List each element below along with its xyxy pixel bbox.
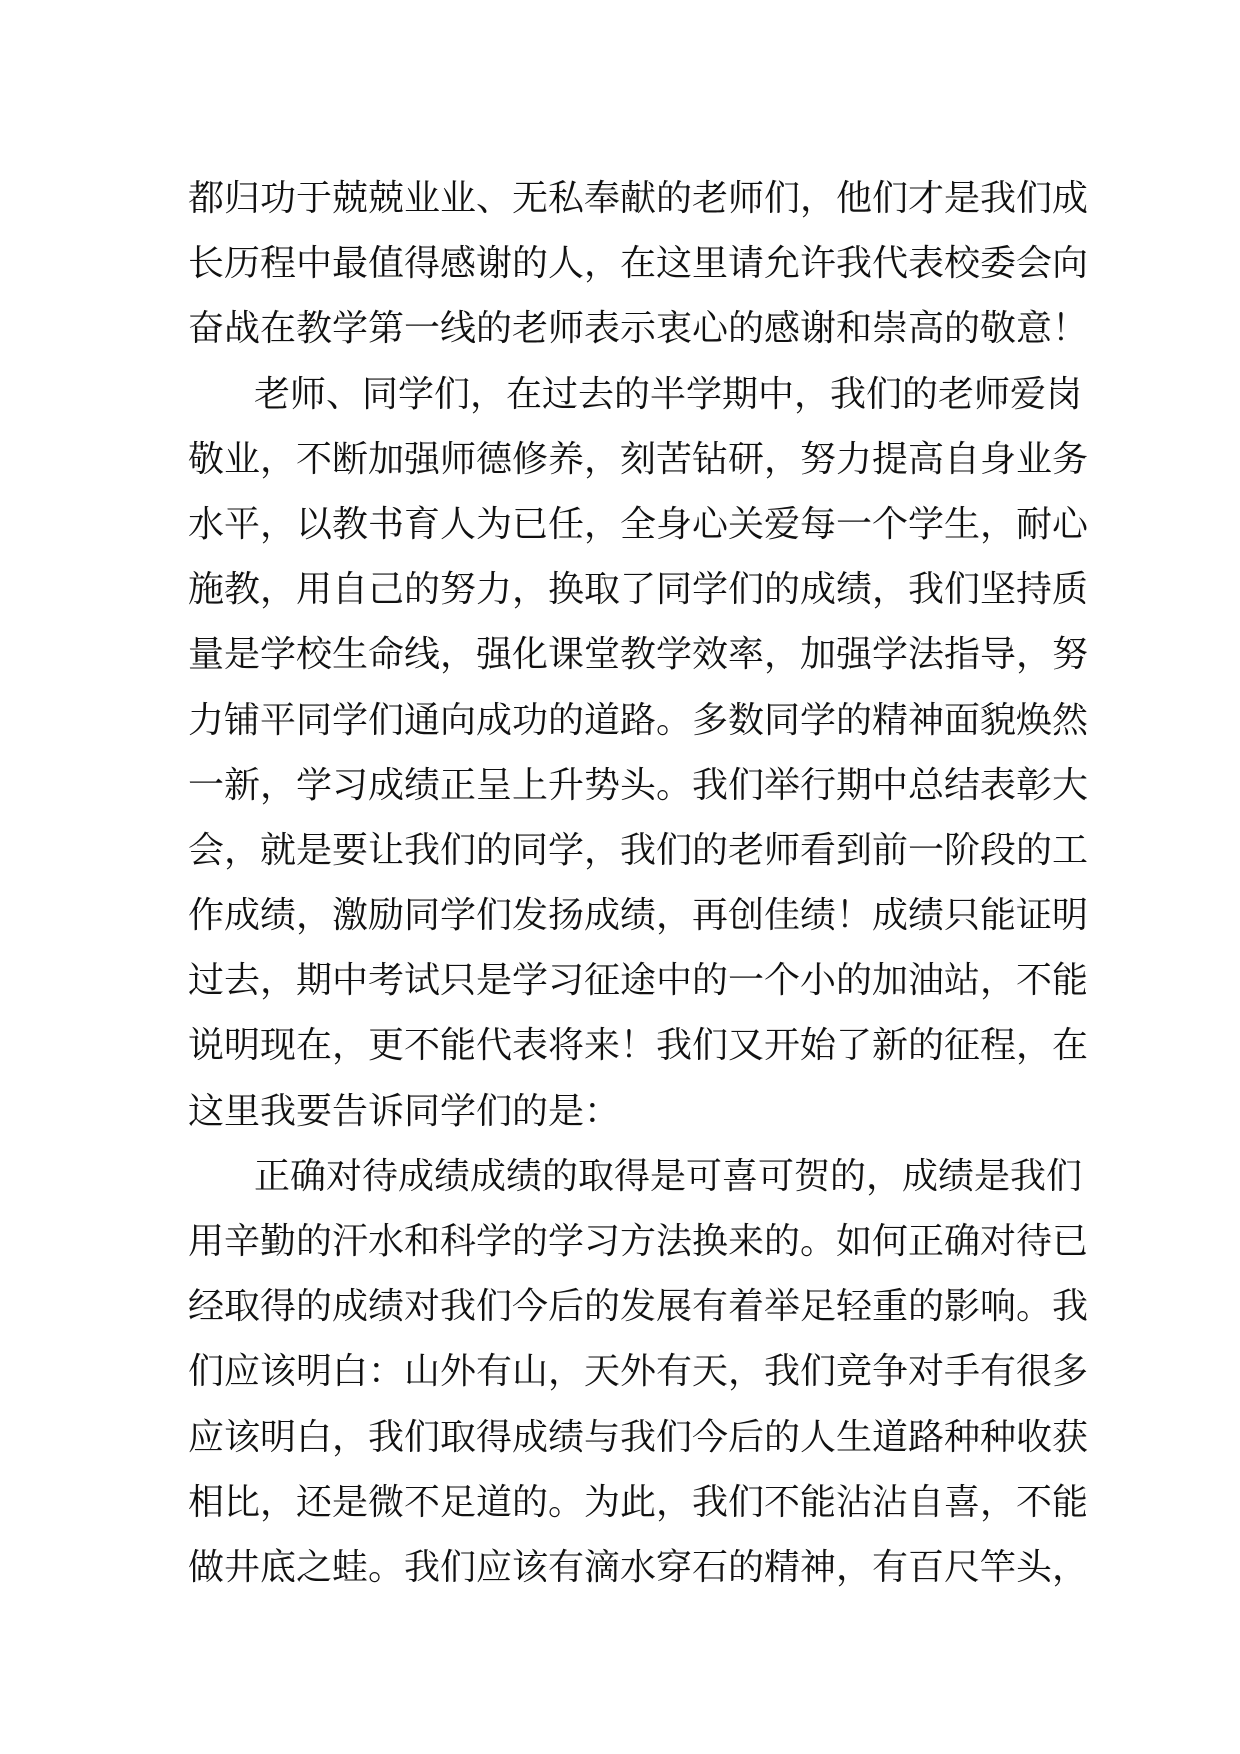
text-line: 作成绩，激励同学们发扬成绩，再创佳绩！成绩只能证明 — [188, 895, 1089, 937]
paragraph-start-line: 正确对待成绩成绩的取得是可喜可贺的，成绩是我们 — [254, 1155, 1083, 1197]
text-line: 们应该明白：山外有山，天外有天，我们竞争对手有很多 — [188, 1351, 1089, 1393]
text-line: 过去，期中考试只是学习征途中的一个小的加油站，不能 — [188, 960, 1089, 1002]
text-line: 施教，用自己的努力，换取了同学们的成绩，我们坚持质 — [188, 569, 1089, 611]
text-line: 会，就是要让我们的同学，我们的老师看到前一阶段的工 — [188, 829, 1089, 871]
text-line: 量是学校生命线，强化课堂教学效率，加强学法指导，努 — [188, 634, 1089, 676]
text-line: 应该明白，我们取得成绩与我们今后的人生道路种种收获 — [188, 1416, 1089, 1458]
text-line: 做井底之蛙。我们应该有滴水穿石的精神，有百尺竿头， — [188, 1546, 1089, 1588]
text-line: 这里我要告诉同学们的是： — [188, 1090, 621, 1132]
text-line: 奋战在教学第一线的老师表示衷心的感谢和崇高的敬意！ — [188, 308, 1089, 350]
text-line: 都归功于兢兢业业、无私奉献的老师们，他们才是我们成 — [188, 178, 1089, 219]
text-line: 用辛勤的汗水和科学的学习方法换来的。如何正确对待已 — [188, 1221, 1089, 1262]
text-line: 相比，还是微不足道的。为此，我们不能沾沾自喜，不能 — [188, 1481, 1089, 1523]
text-line: 经取得的成绩对我们今后的发展有着举足轻重的影响。我 — [188, 1286, 1089, 1328]
body-text — [188, 166, 1089, 1600]
text-line: 水平，以教书育人为已任，全身心关爱每一个学生，耐心 — [188, 503, 1089, 545]
paragraph-start-line: 老师、同学们，在过去的半学期中，我们的老师爱岗 — [254, 373, 1083, 415]
text-line: 说明现在，更不能代表将来！我们又开始了新的征程，在 — [188, 1025, 1089, 1067]
text-line: 长历程中最值得感谢的人，在这里请允许我代表校委会向 — [188, 243, 1089, 285]
text-line: 一新，学习成绩正呈上升势头。我们举行期中总结表彰大 — [188, 764, 1089, 806]
text-line: 敬业，不断加强师德修养，刻苦钻研，努力提高自身业务 — [188, 438, 1089, 480]
text-line: 力铺平同学们通向成功的道路。多数同学的精神面貌焕然 — [188, 699, 1089, 741]
